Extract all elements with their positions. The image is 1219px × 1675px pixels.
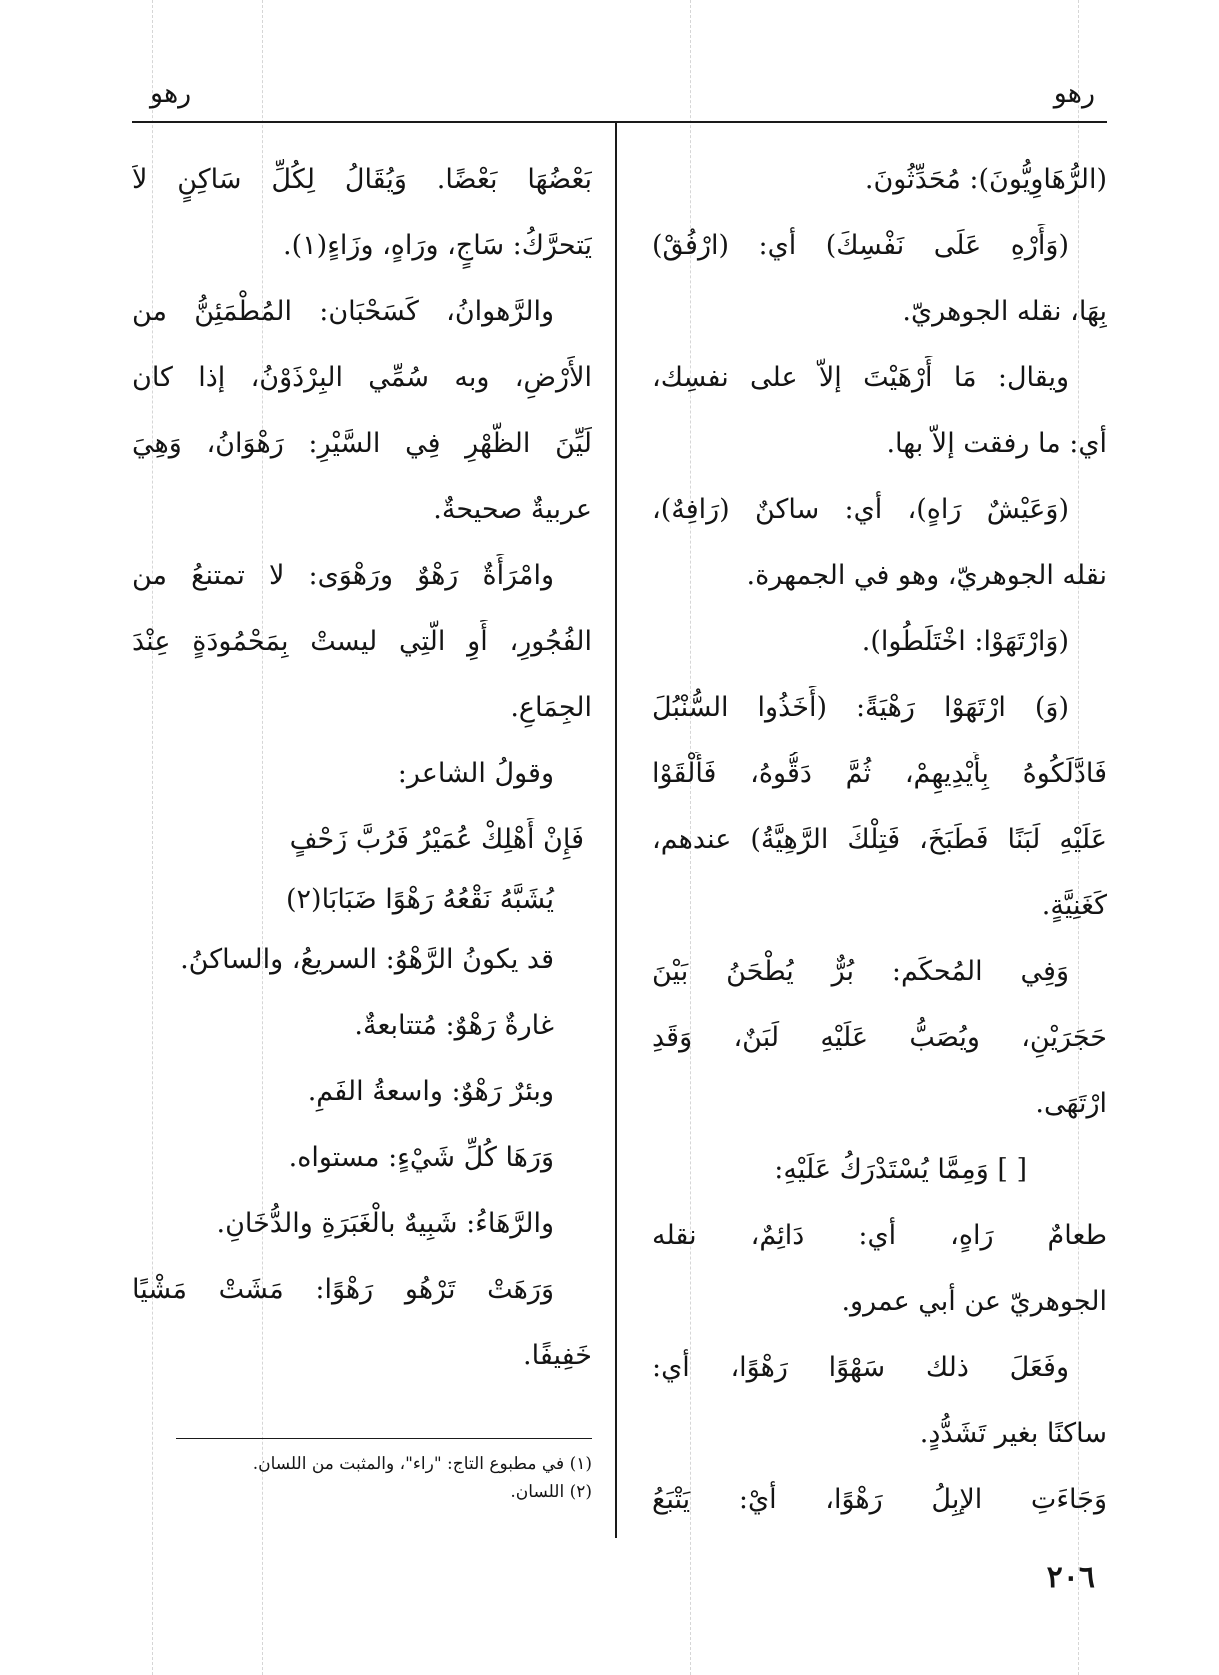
text-line: الجوهريّ عن أبي عمرو.	[841, 1286, 1107, 1317]
text-line: ويقال: مَا أَرْهَيْتَ إلاّ على نفسِك،	[652, 362, 1069, 393]
text-line: نقله الجوهريّ، وهو في الجمهرة.	[746, 560, 1107, 591]
footnote-rule	[176, 1438, 592, 1439]
text-line: وَرَهَتْ تَرْهُو رَهْوًا: مَشَتْ مَشْيًا	[132, 1274, 554, 1305]
text-line: وقولُ الشاعر:	[397, 758, 554, 789]
text-line: ارْتَهَى.	[1035, 1088, 1107, 1119]
running-header-right: رهو	[1053, 78, 1095, 109]
text-line: (الرُّهَاوِيُّونَ): مُحَدِّثُونَ.	[864, 164, 1107, 195]
footnote: (٢) اللسان.	[510, 1482, 592, 1502]
text-line: (وَ) ارْتَهَوْا رَهْيَةً: (أَخَذُوا السُّنْبُلَ	[652, 692, 1069, 723]
text-line: ساكنًا بغير تَشَدُّدٍ.	[919, 1418, 1107, 1449]
text-line: فَادَّلَكُوهُ بِأَيْدِيهِمْ، ثُمَّ دَقُّوهُ، فَأَلْقَوْا	[652, 758, 1107, 789]
text-line: يُشَبَّهُ نَقْعُهُ رَهْوًا ضَبَابَا(٢)	[285, 884, 554, 915]
text-line: (وَأَرْهِ عَلَى نَفْسِكَ) أي: (ارْفُقْ)	[652, 230, 1069, 261]
header-rule	[132, 121, 1107, 123]
text-line: بِهَا، نقله الجوهريّ.	[902, 296, 1107, 327]
text-line: وامْرَأَةٌ رَهْوٌ ورَهْوَى: لا تمتنعُ من	[132, 560, 554, 591]
text-line: أي: ما رفقت إلاّ بها.	[886, 428, 1107, 459]
page-number: ٢٠٦	[1046, 1560, 1095, 1595]
text-line: وَرَهَا كُلِّ شَيْءٍ: مستواه.	[288, 1142, 554, 1173]
text-line: فَإِنْ أَهْلِكْ عُمَيْرُ فَرُبَّ زَحْفٍ	[289, 824, 584, 855]
text-line: عربيةٌ صحيحةٌ.	[433, 494, 592, 525]
text-line: لَيِّنَ الظَّهْرِ فِي السَّيْرِ: رَهْوَانُ، وَهِيَ	[132, 428, 592, 459]
text-line: غارةٌ رَهْوٌ: مُتتابعةٌ.	[354, 1010, 554, 1041]
text-line: وَفِي المُحكَم: بُرٌّ يُطْحَنُ بَيْنَ	[652, 956, 1069, 987]
text-line: والرَّهوانُ، كَسَحْبَان: المُطْمَئِنُّ من	[132, 296, 554, 327]
text-line: (وَعَيْشٌ رَاهٍ)، أي: ساكنٌ (رَافِهٌ)،	[652, 494, 1069, 525]
text-line: الأَرْضِ، وبه سُمِّي البِرْذَوْنُ، إذا كان	[132, 362, 592, 393]
text-line: وَجَاءَتِ الإبِلُ رَهْوًا، أيْ: يَتْبَعُ	[652, 1484, 1107, 1515]
text-line: كَغَنِيَّةٍ.	[1041, 890, 1107, 921]
text-line: قد يكونُ الرَّهْوُ: السريعُ، والساكنُ.	[180, 944, 554, 975]
text-line: وبئرٌ رَهْوٌ: واسعةُ الفَمِ.	[307, 1076, 554, 1107]
text-line: وفَعَلَ ذلك سَهْوًا رَهْوًا، أي:	[652, 1352, 1069, 1383]
text-line: يَتحرَّكُ: سَاجٍ، ورَاهٍ، وزَاءٍ(١).	[283, 230, 592, 261]
text-line: [ ] وَمِمَّا يُسْتَدْرَكُ عَلَيْهِ:	[774, 1154, 1027, 1185]
footnotes	[176, 1450, 592, 1506]
text-line: عَلَيْهِ لَبَنًا فَطَبَخَ، فَتِلْكَ الرَّهِيَّةُ) عندهم،	[652, 824, 1107, 855]
text-line: (وَارْتَهَوْا: اخْتَلَطُوا).	[861, 626, 1069, 657]
text-line: والرَّهَاءُ: شَبِيهٌ بالْغَبَرَةِ والدُّخَانِ.	[216, 1208, 554, 1239]
footnote: (١) في مطبوع التاج: "راء"، والمثبت من اللسان.	[252, 1454, 592, 1474]
text-line: حَجَرَيْنِ، ويُصَبُّ عَلَيْهِ لَبَنٌ، وَقَدِ	[652, 1022, 1107, 1053]
left-column	[132, 158, 592, 1400]
text-line: الفُجُورِ، أَوِ الَّتِي ليستْ بِمَحْمُودَةٍ عِنْدَ	[132, 626, 592, 657]
text-line: بَعْضُهَا بَعْضًا. وَيُقَالُ لِكُلِّ سَاكِنٍ لاَ	[132, 164, 592, 195]
text-line: الجِمَاعِ.	[510, 692, 592, 723]
running-header-left: رهو	[150, 78, 192, 109]
text-line: طعامٌ رَاهٍ، أي: دَائِمٌ، نقله	[652, 1220, 1107, 1251]
right-column	[652, 158, 1107, 1544]
text-line: خَفِيفًا.	[523, 1340, 592, 1371]
column-divider	[615, 123, 617, 1538]
